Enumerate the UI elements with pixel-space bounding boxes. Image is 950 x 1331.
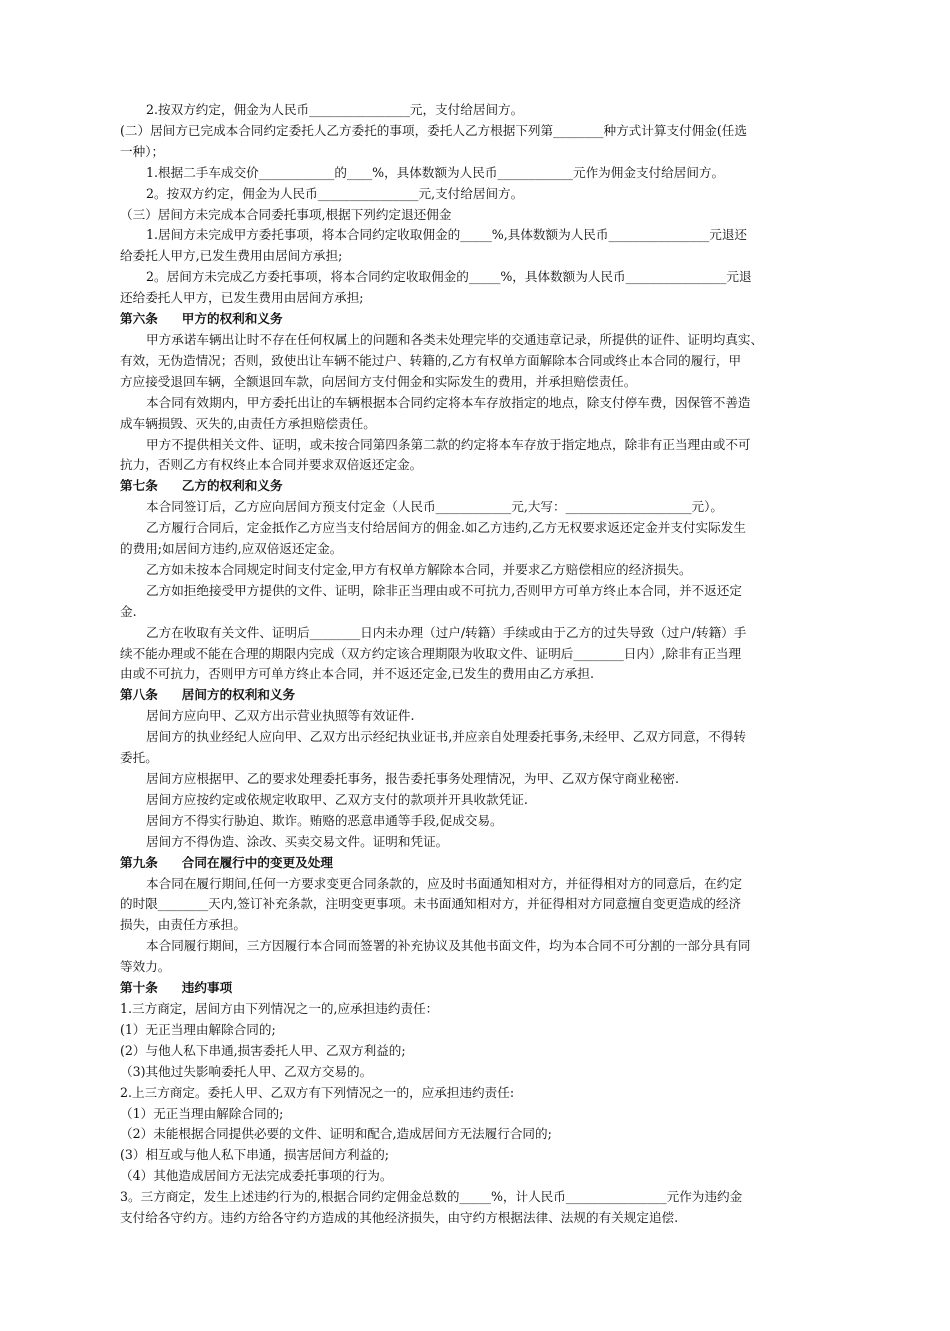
text-line: 委托。 <box>120 750 158 766</box>
text-line: （3)其他过失影响委托人甲、乙双方交易的。 <box>120 1063 373 1079</box>
text-line: 本合同在履行期间,任何一方要求变更合同条款的，应及时书面通知相对方，并征得相对方的同意后，在约定 <box>146 875 742 891</box>
text-line: 还给委托人甲方，已发生费用由居间方承担; <box>120 290 364 306</box>
text-line: 的费用;如居间方违约,应双倍返还定金。 <box>120 541 343 557</box>
text-line: 甲方不提供相关文件、证明，或未按合同第四条第二款的约定将本车存放于指定地点，除非有正当理由或不可 <box>146 436 751 452</box>
section-heading <box>120 978 842 999</box>
text-line: 居间方应按约定或依规定收取甲、乙双方支付的款项并开具收款凭证. <box>146 791 528 807</box>
section-title: 居间方的权利和义务 <box>181 687 296 703</box>
text-line: (2）与他人私下串通,损害委托人甲、乙双方利益的; <box>120 1042 406 1058</box>
text-line: 由或不可抗力，否则甲方可单方终止本合同，并不返还定金,已发生的费用由乙方承担. <box>120 666 594 682</box>
section-number: 第十条 <box>120 980 158 996</box>
text-line: 支付给各守约方。违约方给各守约方造成的其他经济损失，由守约方根据法律、法规的有关规定追偿. <box>120 1210 679 1226</box>
text-line: 乙方如未按本合同规定时间支付定金,甲方有权单方解除本合同，并要求乙方赔偿相应的经济损失。 <box>146 561 692 577</box>
text-line: 居间方不得伪造、涂改、买卖交易文件。证明和凭证。 <box>146 833 449 849</box>
section-title: 合同在履行中的变更及处理 <box>181 854 333 870</box>
text-line: 乙方在收取有关文件、证明后________日内未办理（过户/转籍）手续或由于乙方的过失导致（过户/转籍）手 <box>146 624 747 640</box>
text-line: 居间方应根据甲、乙的要求处理委托事务，报告委托事务处理情况，为甲、乙双方保守商业秘密. <box>146 771 679 786</box>
section-number: 第九条 <box>120 854 158 870</box>
text-line: 乙方如拒绝接受甲方提供的文件、证明，除非正当理由或不可抗力,否则甲方可单方终止本合同，并不返还定 <box>146 582 742 598</box>
section-heading <box>120 309 842 330</box>
section-heading <box>120 476 842 497</box>
text-line: (1）无正当理由解除合同的; <box>120 1021 276 1037</box>
section-title: 甲方的权利和义务 <box>181 311 283 327</box>
text-line: （2）未能根据合同提供必要的文件、证明和配合,造成居间方无法履行合同的; <box>120 1126 552 1142</box>
text-line: 有效，无伪造情况；否则，致使出让车辆不能过户、转籍的,乙方有权单方面解除本合同或终止本合同的履行，甲 <box>120 352 742 368</box>
text-line: (3）相互或与他人私下串通，损害居间方利益的; <box>120 1147 390 1163</box>
contract-page <box>120 100 842 1229</box>
text-line: 乙方履行合同后，定金抵作乙方应当支付给居间方的佣金.如乙方违约,乙方无权要求返还定金并支付实际发生 <box>146 520 746 536</box>
text-line: 的时限________天内,签订补充条款，注明变更事项。未书面通知相对方，并征得相对方同意擅自变更造成的经济 <box>120 896 742 912</box>
text-line: 方应接受退回车辆，全额退回车款，向居间方支付佣金和实际发生的费用，并承担赔偿责任。 <box>120 373 637 389</box>
text-line: 本合同签订后，乙方应向居间方预支付定金（人民币____________元,大写：____________________元）。 <box>146 499 724 515</box>
text-line: （三）居间方未完成本合同委托事项,根据下列约定退还佣金 <box>120 206 452 222</box>
section-number: 第八条 <box>120 687 158 703</box>
section-heading <box>120 853 842 874</box>
text-line: 居间方不得实行胁迫、欺诈。贿赂的恶意串通等手段,促成交易。 <box>146 812 503 828</box>
text-line: 抗力，否则乙方有权终止本合同并要求双倍返还定金。 <box>120 457 423 473</box>
text-line: 续不能办理或不能在合理的期限内完成（双方约定该合理期限为收取文件、证明后________日内）,除非有正当理 <box>120 645 742 661</box>
text-line: 1.居间方未完成甲方委托事项，将本合同约定收取佣金的_____%,具体数额为人民币________________元退还 <box>146 227 748 243</box>
section-number: 第七条 <box>120 478 158 494</box>
text-line: 给委托人甲方,已发生费用由居间方承担; <box>120 248 343 264</box>
text-line: 等效力。 <box>120 959 171 975</box>
text-line: 成车辆损毁、灭失的,由责任方承担赔偿责任。 <box>120 415 376 431</box>
text-line: 损失，由责任方承担。 <box>120 917 246 933</box>
text-line: 1.根据二手车成交价____________的____%，具体数额为人民币____________元作为佣金支付给居间方。 <box>146 164 725 180</box>
text-line: （4）其他造成居间方无法完成委托事项的行为。 <box>120 1168 393 1184</box>
section-heading <box>120 685 842 706</box>
section-number: 第六条 <box>120 311 158 327</box>
text-line: 2.上三方商定。委托人甲、乙双方有下列情况之一的，应承担违约责任: <box>120 1084 515 1100</box>
text-line: 居间方的执业经纪人应向甲、乙双方出示经纪执业证书,并应亲自处理委托事务,未经甲、乙双方同意，不得转 <box>146 729 746 745</box>
text-line: 金. <box>120 603 137 619</box>
text-line: 2。居间方未完成乙方委托事项，将本合同约定收取佣金的_____%，具体数额为人民币________________元退 <box>146 269 752 285</box>
text-line: 本合同有效期内，甲方委托出让的车辆根据本合同约定将本车存放指定的地点，除支付停车费，因保管不善造 <box>146 394 751 410</box>
text-line: 居间方应向甲、乙双方出示营业执照等有效证件. <box>146 708 415 724</box>
text-line: (二）居间方已完成本合同约定委托人乙方委托的事项，委托人乙方根据下列第________种方式计算支付佣金(任选 <box>120 122 747 138</box>
text-line: 3。三方商定，发生上述违约行为的,根据合同约定佣金总数的_____%，计人民币________________元作为违约金 <box>120 1189 743 1205</box>
text-line: 一种）； <box>120 143 165 159</box>
section-title: 违约事项 <box>181 980 233 996</box>
text-line: 2。按双方约定，佣金为人民币________________元,支付给居间方。 <box>146 185 524 201</box>
text-line: 2.按双方约定，佣金为人民币________________元，支付给居间方。 <box>146 102 524 117</box>
text-line: 本合同履行期间，三方因履行本合同而签署的补充协议及其他书面文件，均为本合同不可分割的一部分具有同 <box>146 938 751 954</box>
text-line: （1）无正当理由解除合同的; <box>120 1105 284 1121</box>
section-title: 乙方的权利和义务 <box>181 478 283 494</box>
text-line: 甲方承诺车辆出让时不存在任何权属上的问题和各类未处理完毕的交通违章记录，所提供的证件、证明均真实、 <box>146 331 764 347</box>
text-line: 1.三方商定，居间方由下列情况之一的,应承担违约责任： <box>120 1000 439 1016</box>
